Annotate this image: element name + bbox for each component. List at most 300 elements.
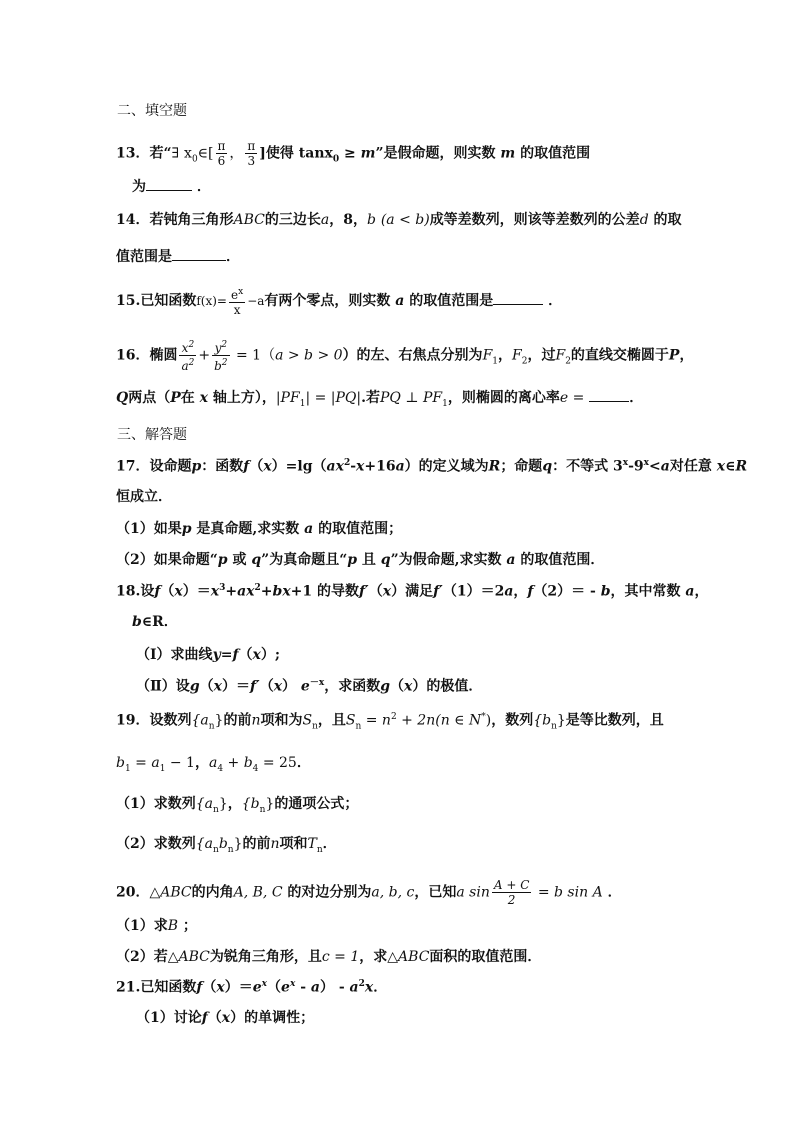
q16-var: F: [555, 347, 566, 364]
q15-text: 15.已知函数: [116, 293, 197, 309]
q16-text: 在: [180, 390, 195, 406]
question-19-continued: [116, 756, 311, 774]
q17-sup: x: [622, 458, 629, 468]
q21-var: a: [310, 979, 320, 996]
q18-text: （: [160, 583, 175, 600]
q20-text: 面积的取值范围．: [429, 949, 542, 965]
frac-den: [212, 356, 229, 373]
q17-text: ；命题: [500, 458, 543, 475]
question-15: [116, 285, 562, 317]
q14-text: 的取: [653, 212, 682, 228]
q17-var: p: [347, 552, 358, 568]
q20-text: ；: [182, 918, 197, 934]
q19-sub: 1: [159, 763, 166, 774]
fraction-ex-over-x: [229, 285, 245, 317]
q16-var: P: [170, 390, 181, 406]
q18-var: b: [600, 583, 611, 600]
q16-abs: |PF: [275, 390, 300, 406]
fraction-pi-3: [245, 139, 257, 168]
frac-den: 3: [247, 154, 256, 168]
question-21-part-1: [136, 1011, 314, 1025]
q13-text: ．: [196, 179, 211, 195]
q17-text: 恒成立．: [116, 489, 172, 505]
q21-text: ）的单调性；: [230, 1010, 315, 1026]
section-title-solutions: [117, 428, 187, 442]
q18-text: ）满足: [391, 583, 434, 600]
q21-text: （: [202, 979, 217, 996]
q19-eq: − 1: [165, 755, 195, 771]
frac-exp: x: [238, 287, 244, 297]
question-19: [116, 713, 664, 731]
q19-sub: n: [227, 844, 234, 855]
q18-text: ）: [282, 678, 297, 695]
answer-blank[interactable]: [493, 304, 543, 305]
q18-var: x: [210, 583, 220, 600]
q19-seq: {b: [241, 796, 260, 812]
q18-text: ，: [513, 583, 528, 600]
q17-text: （1）如果: [116, 521, 182, 537]
q14-var: a: [320, 212, 330, 228]
q13-text: 为: [132, 179, 146, 195]
q17-text: ）=lg（: [271, 458, 327, 475]
q20-var: △ABC: [167, 949, 210, 965]
q19-text: 是等比数列，且: [565, 712, 664, 729]
q13-sub: 0: [332, 154, 340, 165]
q19-text: ．: [296, 755, 311, 771]
q18-text: ）＝: [182, 583, 211, 600]
q17-var: q: [380, 552, 391, 568]
q18-var: f′: [433, 583, 443, 600]
q19-eq: b: [116, 755, 125, 771]
q18-text: +1 的导数: [290, 583, 360, 600]
answer-blank[interactable]: [172, 260, 226, 261]
frac-exp: 2: [221, 340, 228, 350]
q19-var: S: [302, 712, 313, 729]
q16-text: ）的左、右焦点分别为: [342, 347, 483, 364]
q19-eq: = 25: [258, 755, 297, 771]
question-20-part-1: [116, 919, 197, 933]
q21-text: （: [267, 979, 282, 996]
q17-var: p: [217, 552, 228, 568]
q19-seq: {a: [191, 712, 209, 729]
q19-text: 的前: [242, 836, 271, 852]
q15-text: 的取值范围是: [409, 293, 494, 309]
question-14-continued: [116, 250, 240, 264]
question-16: [116, 338, 693, 373]
q17-text: 17．设命题: [116, 458, 192, 475]
q16-text: 轴上方），: [212, 390, 276, 406]
frac-den: 6: [217, 154, 226, 168]
q16-sub: 2: [521, 356, 528, 367]
q18-var: x: [213, 678, 222, 695]
q19-sub: n: [213, 844, 219, 855]
q18-text: （1）＝2: [442, 583, 505, 600]
q18-var: b: [132, 614, 142, 630]
q16-text: .若: [361, 390, 380, 406]
q19-seq: }: [265, 796, 275, 812]
q19-text: 项和为: [260, 712, 303, 729]
q14-text: 值范围是: [116, 249, 172, 265]
q18-text: ，求函数: [324, 678, 381, 695]
q13-text: ”是假命题，则实数: [375, 145, 496, 162]
q19-text: （1）求数列: [116, 796, 196, 812]
q21-var: f: [196, 979, 203, 996]
q17-text: -: [350, 458, 357, 475]
q17-var: f: [243, 458, 250, 475]
q16-text: 16．椭圆: [116, 347, 178, 364]
answer-blank[interactable]: [146, 190, 192, 191]
section-title-text: 三、解答题: [117, 427, 187, 443]
q14-text: ，8，: [329, 212, 367, 228]
frac-base: a: [181, 359, 189, 373]
frac-base: b: [214, 359, 222, 373]
q20-text: 的对边分别为: [287, 884, 372, 901]
q15-func: −a: [247, 294, 265, 308]
q20-text: 为锐角三角形，且: [209, 949, 322, 965]
q18-var: x: [252, 647, 261, 663]
q18-var: g: [189, 678, 200, 695]
q17-text: 对任意: [669, 458, 712, 475]
q17-var: a: [506, 552, 516, 568]
q17-var: a: [395, 458, 405, 475]
frac-num: A + C: [493, 878, 530, 892]
q21-text: 21.已知函数: [116, 979, 197, 996]
q13-var: m: [500, 145, 516, 162]
q17-text: 且: [361, 552, 376, 568]
q18-var: ax: [237, 583, 255, 600]
q21-sup: x: [289, 979, 296, 989]
frac-den: 2: [507, 893, 516, 907]
q13-text: 的取值范围: [520, 145, 591, 162]
answer-blank[interactable]: [589, 401, 629, 402]
q20-var: c = 1: [321, 949, 360, 965]
frac-base: e: [231, 288, 239, 302]
q21-var: f: [201, 1010, 208, 1026]
q14-text: 14．若钝角三角形: [116, 212, 234, 228]
q18-text: +: [225, 583, 238, 600]
q15-func: f(x)=: [196, 294, 227, 308]
q19-seq: b: [218, 836, 228, 852]
frac-num: [179, 338, 196, 356]
frac-num: [229, 285, 245, 303]
q18-var: bx: [272, 583, 291, 600]
q16-sub: 1: [299, 398, 306, 409]
q14-text: ．: [226, 249, 240, 265]
q18-text: ）的极值．: [412, 678, 483, 695]
q18-text: （: [368, 583, 383, 600]
q21-text: （1）讨论: [136, 1010, 202, 1026]
q16-sub: 1: [442, 398, 448, 409]
q16-var: x: [199, 390, 208, 406]
q18-text: （Ⅰ）求曲线: [136, 647, 213, 663]
q18-var: y: [212, 647, 221, 663]
q19-seq: }: [233, 836, 243, 852]
question-17-continued: [116, 490, 172, 504]
frac-den: [179, 356, 196, 373]
q13-symbol: ≥: [339, 145, 361, 162]
frac-num: π: [247, 139, 256, 153]
q18-var: f: [154, 583, 161, 600]
q19-text: 的通项公式；: [274, 796, 359, 812]
q16-sub: 2: [565, 356, 571, 367]
q16-text: ，过: [527, 347, 556, 364]
q13-var: m: [360, 145, 376, 162]
frac-base: y: [214, 341, 222, 355]
q14-text: 成等差数列，则该等差数列的公差: [429, 212, 640, 228]
question-16-continued: [116, 391, 643, 409]
q17-var: ax: [326, 458, 344, 475]
q19-sub: n: [551, 721, 557, 732]
q19-text: ，: [227, 796, 242, 812]
q16-plus: +: [198, 347, 211, 364]
q19-var: n: [251, 712, 261, 729]
q18-text: 18.设: [116, 583, 155, 600]
q20-text: ，求: [359, 949, 388, 965]
q13-bracket: [: [208, 145, 214, 162]
q19-sup: *: [481, 712, 486, 722]
q19-eq: S: [345, 712, 356, 729]
q19-text: （2）求数列: [116, 836, 196, 852]
q17-text: -9: [628, 458, 644, 475]
q19-seq: {a: [195, 836, 214, 852]
q19-eq: a: [208, 755, 218, 771]
q18-var: g: [380, 678, 391, 695]
q20-text: （2）若: [116, 949, 168, 965]
q20-var: a, b, c: [371, 884, 415, 901]
q16-text: ．: [629, 390, 644, 406]
q19-sub: n: [316, 844, 323, 855]
q17-var: x: [263, 458, 272, 475]
q13-text: 13．若“: [116, 145, 172, 162]
q17-text: +16: [364, 458, 396, 475]
q20-var: B: [167, 918, 179, 934]
q16-perp: PQ ⊥ PF: [380, 390, 443, 406]
q20-var: △ABC: [387, 949, 430, 965]
q19-text: 19．设数列: [116, 712, 192, 729]
q17-var: R: [488, 458, 501, 475]
q19-var: T: [307, 836, 317, 852]
q18-text: （: [259, 678, 274, 695]
q18-text: （2）＝ -: [533, 583, 601, 600]
question-13-continued: [132, 180, 211, 194]
q18-text: （: [199, 678, 214, 695]
frac-exp: 2: [188, 358, 195, 368]
q17-text: 或: [232, 552, 247, 568]
q13-sub: 0: [191, 154, 198, 165]
fraction-x2-over-a2: [179, 338, 196, 373]
q21-var: a: [349, 979, 359, 996]
question-17-part-2: [116, 553, 604, 567]
q18-var: e: [300, 678, 310, 695]
q20-text: ．: [607, 884, 622, 901]
q14-var: b: [366, 212, 376, 228]
frac-exp: 2: [221, 358, 228, 368]
q18-var: a: [685, 583, 695, 600]
q18-var: x: [273, 678, 283, 695]
q18-var: f′: [249, 678, 260, 695]
q18-text: ，其中常数: [610, 583, 681, 600]
section-title-text: 二、填空题: [117, 103, 187, 119]
q16-text: 的直线交椭圆于: [570, 347, 669, 364]
q18-text: =: [220, 647, 233, 663]
q19-sub: n: [259, 804, 266, 815]
q21-text: ）＝: [224, 979, 253, 996]
q19-text: ．: [322, 836, 337, 852]
q20-text: （1）求: [116, 918, 168, 934]
q18-var: x: [174, 583, 183, 600]
q17-text: （2）如果命题“: [116, 552, 218, 568]
q18-var: x: [404, 678, 413, 695]
q17-text: ”为真命题且“: [261, 552, 348, 568]
q16-eq: = 1（: [231, 347, 276, 364]
q19-eq: + b: [223, 755, 253, 771]
q16-var: F: [512, 347, 522, 364]
q16-text: ，: [679, 347, 694, 364]
q16-abs: | = |PQ|: [305, 390, 362, 406]
q17-var: a: [660, 458, 670, 475]
q17-var: R: [735, 458, 748, 475]
question-18-continued: [132, 615, 178, 629]
question-17: [116, 459, 747, 474]
q13-symbol: ∃: [171, 145, 180, 162]
question-20: [116, 878, 622, 907]
q19-sub: n: [213, 804, 219, 815]
q18-text: （: [390, 678, 405, 695]
q19-text: ，且: [317, 712, 346, 729]
q13-text: ]使得 tanx: [259, 145, 333, 162]
q19-sub: n: [208, 721, 215, 732]
q14-condition: (a < b): [380, 212, 430, 228]
q20-text: ，已知: [414, 884, 457, 901]
q20-text: 的内角: [191, 884, 234, 901]
q15-var: a: [395, 293, 405, 309]
q14-text: 的三边长: [264, 212, 321, 228]
q16-text: ，则椭圆的离心率: [447, 390, 560, 406]
q20-text: 20．: [116, 884, 150, 901]
q16-var: P: [668, 347, 680, 364]
q19-seq: {a: [195, 796, 214, 812]
q17-var: q: [251, 552, 262, 568]
q21-var: e: [252, 979, 262, 996]
frac-num: π: [217, 139, 226, 153]
q19-sub: 4: [217, 763, 224, 774]
q20-eq: = b sin A: [533, 884, 603, 901]
q19-eq: = n: [361, 712, 391, 729]
q17-var: p: [191, 458, 202, 475]
q16-var: F: [482, 347, 493, 364]
q17-var: x: [356, 458, 365, 475]
fraction-a-plus-c-over-2: [492, 878, 532, 907]
q21-text: ．: [373, 979, 388, 996]
q17-text: （: [249, 458, 264, 475]
q18-var: f′: [359, 583, 369, 600]
q21-var: e: [281, 979, 290, 996]
q21-text: -: [295, 979, 311, 996]
q15-text: ．: [548, 293, 563, 309]
q17-text: 是真命题,求实数: [196, 521, 300, 537]
q17-text: ：函数: [201, 458, 244, 475]
q19-text: 项和: [279, 836, 308, 852]
q19-text: ，数列: [491, 712, 534, 729]
q19-sup: 2: [390, 712, 397, 722]
q19-eq: + 2n: [396, 712, 436, 729]
q17-text: <: [649, 458, 661, 475]
question-13: [116, 139, 590, 168]
q18-var: a: [504, 583, 514, 600]
q19-sub: 4: [252, 763, 259, 774]
q21-text: （: [207, 1010, 222, 1026]
frac-exp: 2: [188, 340, 195, 350]
q18-text: ）＝: [221, 678, 250, 695]
q14-var: d: [639, 212, 649, 228]
question-19-part-2: [116, 837, 337, 855]
question-21: [116, 980, 387, 995]
q18-text: ∈R．: [141, 614, 178, 630]
q18-text: ，: [694, 583, 709, 600]
q17-var: q: [542, 458, 553, 475]
question-19-part-1: [116, 797, 358, 815]
q13-comma: ，: [229, 145, 244, 162]
q21-text: ） -: [319, 979, 350, 996]
q17-sup: x: [643, 458, 650, 468]
q13-var: x: [184, 145, 192, 162]
q19-seq: {b: [533, 712, 552, 729]
q15-text: 有两个零点，则实数: [264, 293, 391, 309]
q19-seq: }: [218, 796, 228, 812]
question-17-part-1: [116, 522, 402, 536]
q17-sup: 2: [343, 458, 351, 468]
q19-eq: (n ∈ N: [435, 712, 482, 729]
frac-num: [212, 338, 229, 356]
q17-text: ）的定义域为: [404, 458, 489, 475]
q19-text: ，: [194, 755, 209, 771]
q21-var: x: [216, 979, 225, 996]
q18-var: x: [382, 583, 392, 600]
q20-eq: a sin: [456, 884, 490, 901]
q19-sub: n: [355, 721, 362, 732]
fraction-y2-over-b2: [212, 338, 229, 373]
q13-symbol: ∈: [197, 145, 209, 162]
q18-sup: 2: [254, 583, 261, 593]
q19-seq: }: [556, 712, 566, 729]
q16-cond: a > b > 0: [275, 347, 343, 364]
q16-text: ，: [498, 347, 513, 364]
q17-text: ∈: [725, 458, 736, 475]
q18-text: （Ⅱ）设: [136, 678, 190, 695]
frac-den: x: [233, 303, 241, 317]
question-18: [116, 584, 708, 599]
fraction-pi-6: [216, 139, 228, 168]
q16-sub: 1: [492, 356, 499, 367]
q19-text: 的前: [223, 712, 252, 729]
q19-eq: ): [485, 712, 492, 729]
section-title-fill-in: [117, 104, 187, 118]
q16-e: e =: [559, 390, 585, 406]
question-18-part-1: [136, 648, 280, 662]
question-18-part-2: [136, 679, 482, 694]
q17-var: x: [716, 458, 726, 475]
q18-text: （: [238, 647, 253, 663]
q17-text: ：不等式 3: [552, 458, 623, 475]
q18-text: ）;: [260, 647, 280, 663]
question-20-part-2: [116, 950, 541, 964]
q20-var: A, B, C: [233, 884, 283, 901]
q18-sup: －x: [309, 678, 325, 688]
q14-var: ABC: [233, 212, 265, 228]
q19-sub: 1: [124, 763, 131, 774]
q19-seq: }: [214, 712, 224, 729]
q18-text: +: [260, 583, 273, 600]
